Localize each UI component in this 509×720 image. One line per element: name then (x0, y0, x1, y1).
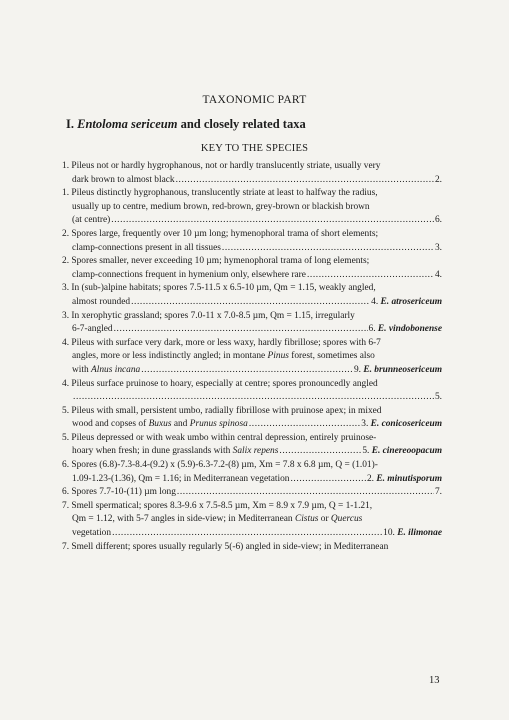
leader-dots (111, 214, 434, 228)
key-line: hoary when fresh; in dune grasslands with Salix repens ..... 5. E. cinereoopacum (62, 445, 442, 459)
key-entry (62, 432, 442, 459)
taxon-name: E. brunneosericeum (363, 364, 442, 375)
key-line: with Alnus incana ..... 9. E. brunneosericeum (62, 364, 442, 378)
key-line: clamp-connections frequent in hymenium only, elsewhere rare ..... 4. (62, 269, 442, 283)
leader-dots (112, 527, 382, 541)
key-entry (62, 187, 442, 228)
leader-dots (131, 296, 370, 310)
leader-dots (114, 323, 368, 337)
taxon-name: E. conicosericeum (370, 419, 442, 430)
key-line: 2. Spores smaller, never exceeding 10 µm; hymenophoral trama of long elements; (62, 256, 370, 267)
key-line: (at centre) ..... 6. (62, 214, 442, 228)
key-line: 5. Pileus with small, persistent umbo, radially fibrillose with pruinose apex; in mixed (62, 405, 382, 416)
leader-dots (73, 391, 434, 405)
key-line: 4. Pileus with surface very dark, more or less waxy, hardly fibrillose; spores with 6-7 (62, 337, 381, 348)
key-line: angles, more or less indistinctly angled; in montane Pinus forest, sometimes also (72, 351, 375, 362)
species-key (62, 160, 442, 554)
key-title: KEY TO THE SPECIES (200, 143, 309, 154)
key-entry (62, 310, 442, 337)
key-entry (62, 405, 442, 432)
leader-dots (249, 418, 360, 432)
page-number: 13 (429, 675, 440, 686)
key-entry (62, 541, 442, 555)
leader-dots (176, 174, 434, 188)
key-entry (62, 228, 442, 255)
leader-dots (177, 486, 434, 500)
key-line: almost rounded ..... 4. E. atrosericeum (62, 296, 442, 310)
key-entry (62, 255, 442, 282)
key-line: 7. Smell spermatical; spores 8.3-9.6 x 7.5-8.5 µm, Xm = 8.9 x 7.9 µm, Q = 1-1.21, (62, 500, 373, 511)
key-entry (62, 459, 442, 486)
key-entry (62, 337, 442, 378)
key-entry (62, 486, 442, 500)
key-line: ..... 5. (62, 391, 442, 405)
key-line: 3. In xerophytic grassland; spores 7.0-11 x 7.0-8.5 µm, Qm = 1.15, irregularly (62, 310, 355, 321)
key-line: usually up to centre, medium brown, red-brown, grey-brown or blackish brown (72, 201, 370, 212)
leader-dots (290, 473, 365, 487)
leader-dots (141, 364, 353, 378)
key-line: 7. Smell different; spores usually regularly 5(-6) angled in side-view; in Mediterranean (62, 541, 389, 552)
taxon-name: E. ilimonae (397, 528, 442, 539)
key-line: 4. Pileus surface pruinose to hoary, especially at centre; spores pronouncedly angled (62, 378, 378, 389)
key-entry (62, 500, 442, 541)
key-line: wood and copses of Buxus and Prunus spinosa ..... 3. E. conicosericeum (62, 418, 442, 432)
section-title-rest: and closely related taxa (177, 117, 306, 131)
key-entry (62, 282, 442, 309)
key-line: 6. Spores 7.7-10-(11) µm long ..... 7. (62, 486, 442, 500)
key-line: 1.09-1.23-(1.36), Qm = 1.16; in Mediterranean vegetation ..... 2. E. minutisporum (62, 473, 442, 487)
taxon-name: E. minutisporum (376, 473, 442, 484)
taxon-name: E. cinereoopacum (371, 446, 442, 457)
key-line: 6. Spores (6.8)-7.3-8.4-(9.2) x (5.9)-6.3-7.2-(8) µm, Xm = 7.8 x 6.8 µm, Q = (1.01)- (62, 460, 378, 471)
key-entry (62, 378, 442, 405)
key-line: 3. In (sub-)alpine habitats; spores 7.5-11.5 x 6.5-10 µm, Qm = 1.15, weakly angled, (62, 283, 376, 294)
section-taxon: Entoloma sericeum (77, 117, 178, 131)
part-title: TAXONOMIC PART (202, 94, 307, 106)
key-line: clamp-connections present in all tissues ..... 3. (62, 242, 442, 256)
taxon-name: E. atrosericeum (380, 296, 442, 307)
key-line: 6-7-angled ..... 6. E. vindobonense (62, 323, 442, 337)
key-line: 5. Pileus depressed or with weak umbo within central depression, entirely pruinose- (62, 432, 377, 443)
leader-dots (222, 242, 434, 256)
key-line: 2. Spores large, frequently over 10 µm long; hymenophoral trama of short elements; (62, 228, 379, 239)
key-line: 1. Pileus not or hardly hygrophanous, not or hardly translucently striate, usually very (62, 161, 381, 171)
key-entry (62, 160, 442, 187)
key-line: Qm = 1.12, with 5-7 angles in side-view; in Mediterranean Cistus or Quercus (72, 514, 363, 525)
taxon-name: E. vindobonense (377, 324, 442, 335)
leader-dots (307, 269, 434, 283)
leader-dots (279, 445, 361, 459)
section-number: I. (66, 117, 74, 131)
key-line: 1. Pileus distinctly hygrophanous, translucently striate at least to halfway the radius, (62, 188, 378, 199)
section-title (66, 117, 306, 132)
key-line: vegetation ..... 10. E. ilimonae (62, 527, 442, 541)
key-line: dark brown to almost black ..... 2. (62, 174, 442, 188)
